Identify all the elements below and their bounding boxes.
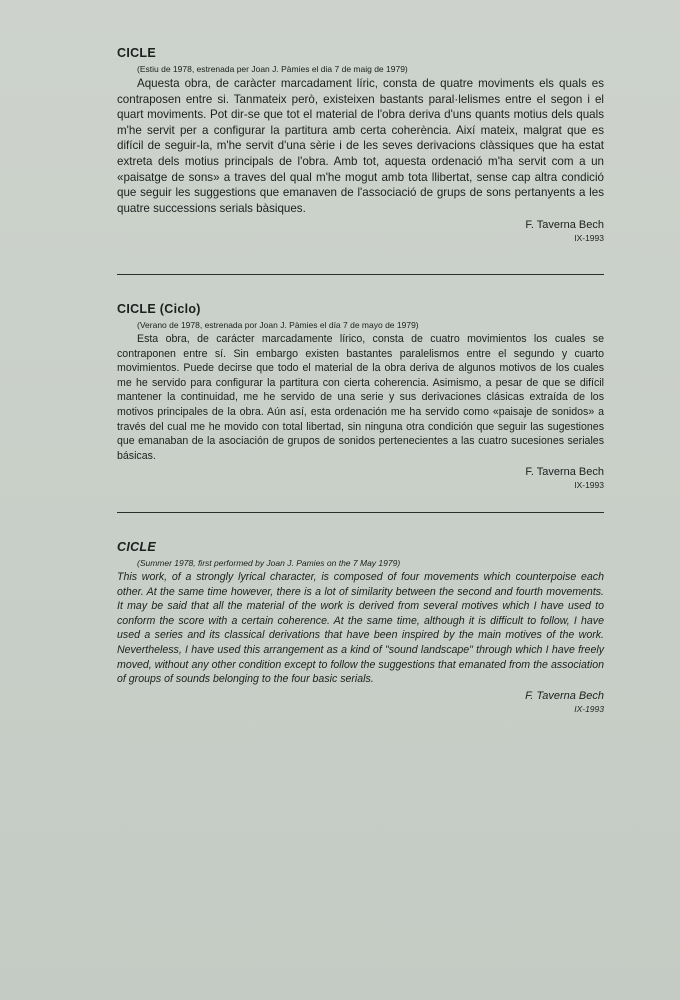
spanish-subtitle: (Verano de 1978, estrenada por Joan J. Pàmies el día 7 de mayo de 1979) [137,320,419,330]
english-signature: F. Taverna Bech [525,689,604,702]
section-divider [117,274,604,275]
section-divider [117,512,604,513]
spanish-body: Esta obra, de carácter marcadamente lírico, consta de cuatro movimientos los cuales se contraponen entre sí. Sin embargo existen bastantes paralelismos entre el segundo y cuarto movimientos. Puede decirse que todo el material de la obra deriva de algunos motivos de los cuales me he servido para configurar la partitura con cierta coherencia. Asimismo, a pesar de que se difícil mantener la continuidad, me he servido de una serie y sus derivaciones clásicas extraída de los motivos principales de la obra. Aún así, esta ordenación me ha servido como «paisaje de sonidos» a través del cual me he movido con total libertad, sin ninguna otra condición que seguir las sugestiones que emanaban de la asociación de grupos de sonidos pertenecientes a las cuatro sucesiones seriales básicas. [117,333,604,462]
catalan-subtitle: (Estiu de 1978, estrenada per Joan J. Pàmies el dia 7 de maig de 1979) [137,64,408,74]
catalan-date: IX-1993 [574,233,604,244]
spanish-title: CICLE (Ciclo) [117,302,201,316]
english-body: This work, of a strongly lyrical character, is composed of four movements which counterpoise each other. At the same time however, there is a lot of similarity between the second and fourth movements. It may be said that all the material of the work is derived from several motives which I have used to conform the score with a certain coherence. At the same time, although it is difficult to follow, I have used a series and its classical derivations that have been inspired by the main motives of the work. Nevertheless, I have used this arrangement as a kind of "sound landscape" through which I have freely moved, without any other condition except to follow the suggestions that emanated from the association of groups of sounds belonging to the four basic serials. [117,571,604,686]
spanish-signature: F. Taverna Bech [525,466,604,479]
english-section [117,540,604,714]
english-date: IX-1993 [574,703,604,714]
catalan-body: Aquesta obra, de caràcter marcadament líric, consta de quatre moviments els quals es contraposen entre si. Tanmateix però, existeixen bastants paral·lelismes entre el segon i el quart moviments. Pot dir-se que tot el material de l'obra deriva d'uns quants motius dels quals m'he servit per a configurar la partitura amb certa coherència. Així mateix, malgrat que es difícil de seguir-la, m'he servit d'una sèrie i de les seves derivacions clàssiques que ha estat extreta dels motius principals de l'obra. Amb tot, aquesta ordenació m'ha servit com a un «paisatge de sons» a traves del qual m'he mogut amb tota llibertat, sense cap altra condició que seguir les suggestions que emanaven de l'associació de grups de sons pertanyents a les quatre successions serials bàsiques. [117,77,604,215]
catalan-section [117,46,604,243]
spanish-section [117,302,604,490]
catalan-title: CICLE [117,46,156,60]
catalan-signature: F. Taverna Bech [525,219,604,232]
english-subtitle: (Summer 1978, first performed by Joan J. Pamies on the 7 May 1979) [137,558,401,568]
spanish-date: IX-1993 [574,480,604,491]
english-title: CICLE [117,540,156,554]
